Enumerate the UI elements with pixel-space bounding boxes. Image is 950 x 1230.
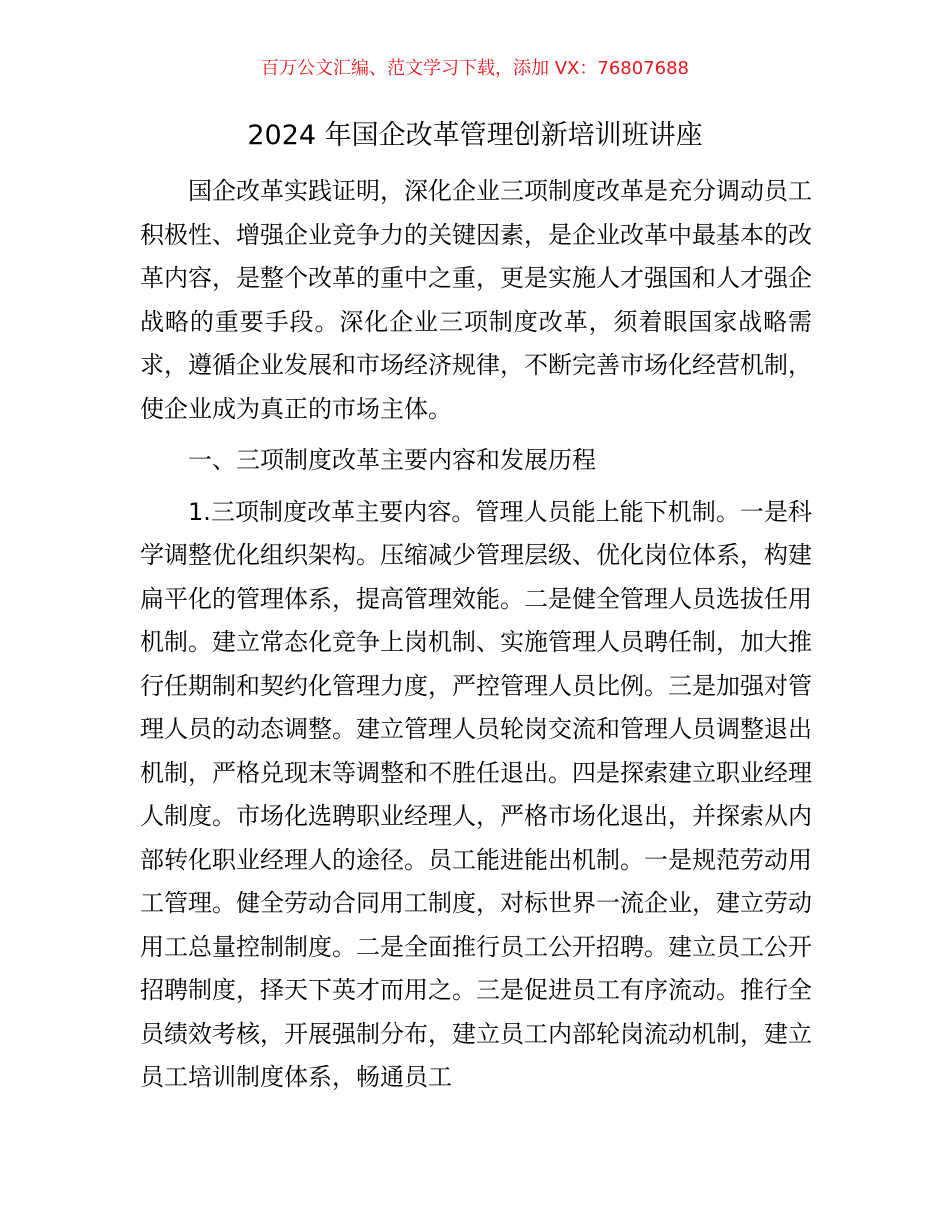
- paragraph-intro: 国企改革实践证明，深化企业三项制度改革是充分调动员工积极性、增强企业竞争力的关键因素，是企业改革中最基本的改革内容，是整个改革的重中之重，更是实施人才强国和人才强企战略的重要手段。深化企业三项制度改革，须着眼国家战略需求，遵循企业发展和市场经济规律，不断完善市场化经营机制，使企业成为真正的市场主体。: [140, 177, 812, 423]
- document-body: [140, 170, 812, 1100]
- section-heading: 一、三项制度改革主要内容和发展历程: [188, 446, 596, 474]
- paragraph-section-1: 1.三项制度改革主要内容。管理人员能上能下机制。一是科学调整优化组织架构。压缩减少管理层级、优化岗位体系，构建扁平化的管理体系，提高管理效能。二是健全管理人员选拔任用机制。建立常态化竞争上岗机制、实施管理人员聘任制，加大推行任期制和契约化管理力度，严控管理人员比例。三是加强对管理人员的动态调整。建立管理人员轮岗交流和管理人员调整退出机制，严格兑现末等调整和不胜任退出。四是探索建立职业经理人制度。市场化选聘职业经理人，严格市场化退出，并探索从内部转化职业经理人的途径。员工能进能出机制。一是规范劳动用工管理。健全劳动合同用工制度，对标世界一流企业，建立劳动用工总量控制制度。二是全面推行员工公开招聘。建立员工公开招聘制度，择天下英才而用之。三是促进员工有序流动。推行全员绩效考核，开展强制分布，建立员工内部轮岗流动机制，建立员工培训制度体系，畅通员工: [140, 497, 812, 1091]
- document-title: 2024 年国企改革管理创新培训班讲座: [247, 120, 703, 151]
- watermark-text: 百万公文汇编、范文学习下载，添加 VX：76807688: [261, 58, 689, 79]
